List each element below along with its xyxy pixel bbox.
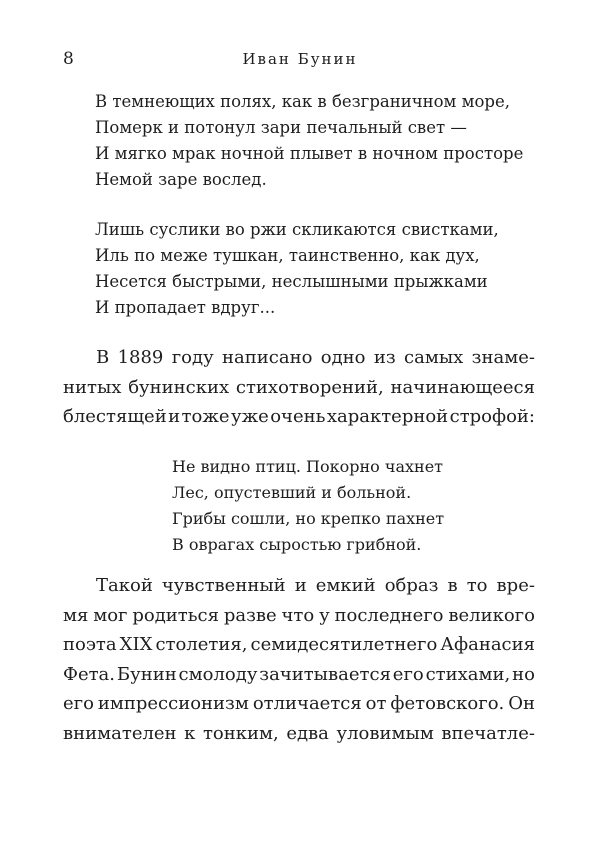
word: последнего — [334, 604, 444, 626]
verse-line: И пропадает вдруг... — [95, 298, 276, 317]
word: Он — [508, 693, 535, 714]
word: и — [168, 406, 181, 427]
word: блестящей — [63, 406, 167, 427]
word: стихами, — [425, 663, 511, 685]
word: от — [365, 693, 387, 714]
word: фетовского. — [390, 693, 505, 714]
word: Такой — [96, 575, 153, 596]
prose-line — [63, 630, 535, 660]
word: Фета. — [63, 663, 116, 685]
poem-stanza-2 — [95, 217, 499, 321]
word: самых — [404, 347, 464, 368]
verse-line: И мягко мрак ночной плывет в ночном просторе — [95, 144, 524, 163]
word: тонким, — [202, 722, 279, 744]
word: поэта — [63, 634, 117, 655]
word: бунинских — [128, 376, 230, 398]
running-head-author: Иван Бунин — [242, 50, 358, 68]
word: импрессионизм — [97, 693, 249, 714]
word: году — [171, 347, 214, 368]
verse-line: Лес, опустевший и больной. — [172, 483, 412, 502]
verse-line: Померк и потонул зари печальный свет — — [95, 118, 467, 137]
prose-line — [63, 402, 535, 432]
word: написано — [222, 347, 313, 368]
word: едва — [286, 722, 329, 744]
paragraph-1 — [63, 343, 535, 432]
word: и — [294, 575, 307, 596]
word: вре- — [496, 575, 535, 596]
poem-stanza-1 — [95, 89, 523, 193]
word: тоже — [181, 406, 230, 427]
word: смолоду — [178, 663, 258, 685]
word: мя — [63, 604, 89, 626]
word: Афанасия — [440, 634, 535, 655]
word: из — [373, 347, 396, 368]
prose-line — [63, 660, 535, 690]
word: что — [281, 604, 315, 626]
word: емкий — [315, 575, 376, 596]
word: в — [447, 575, 458, 596]
word: к — [184, 722, 196, 744]
verse-line: Немой заре вослед. — [95, 170, 267, 189]
verse-line: Несется быстрыми, неслышными прыжками — [95, 272, 488, 291]
word: отличается — [252, 693, 362, 714]
word: зачитывается — [259, 663, 391, 685]
verse-line: Грибы сошли, но крепко пахнет — [172, 509, 445, 528]
word: стихотворений, — [235, 376, 384, 398]
word: его — [392, 663, 424, 685]
prose-line — [63, 373, 535, 403]
prose-line — [63, 343, 535, 373]
word: В — [96, 347, 110, 368]
word: то — [466, 575, 488, 596]
word: родиться — [132, 604, 219, 626]
prose-line — [63, 719, 535, 749]
word: разве — [223, 604, 277, 626]
word: Бунин — [116, 663, 177, 685]
word: но — [512, 663, 535, 685]
word: начинающееся — [390, 376, 535, 398]
word: очень — [270, 406, 326, 427]
word: впечатле- — [441, 722, 535, 744]
word: чувственный — [161, 575, 286, 596]
word: 1889 — [117, 347, 164, 368]
word: у — [319, 604, 330, 626]
prose-line — [63, 601, 535, 631]
verse-line: В оврагах сыростью грибной. — [172, 535, 422, 554]
word: семидесятилетнего — [250, 634, 438, 655]
prose-line — [63, 571, 535, 601]
word: столетия, — [155, 634, 248, 655]
word: уловимым — [336, 722, 434, 744]
word: одно — [320, 347, 366, 368]
word: XIX — [119, 634, 153, 655]
paragraph-2 — [63, 571, 535, 748]
prose-line — [63, 689, 535, 719]
word: характерной — [326, 406, 449, 427]
verse-line: В темнеющих полях, как в безграничном море, — [95, 92, 510, 111]
verse-line: Лишь суслики во ржи скликаются свистками, — [95, 220, 499, 239]
word: внимателен — [63, 722, 177, 744]
word: великого — [448, 604, 535, 626]
verse-line: Не видно птиц. Покорно чахнет — [172, 457, 444, 476]
word: строфой: — [449, 406, 535, 427]
verse-line: Иль по меже тушкан, таинственно, как дух, — [95, 246, 480, 265]
word: мог — [93, 604, 128, 626]
page-number: 8 — [63, 49, 74, 69]
word: образ — [384, 575, 439, 596]
word: знаме- — [471, 347, 535, 368]
poem-stanza-3 — [172, 454, 444, 558]
word: уже — [230, 406, 269, 427]
word: нитых — [63, 376, 122, 398]
word: его — [63, 693, 94, 714]
page-header — [0, 47, 600, 71]
